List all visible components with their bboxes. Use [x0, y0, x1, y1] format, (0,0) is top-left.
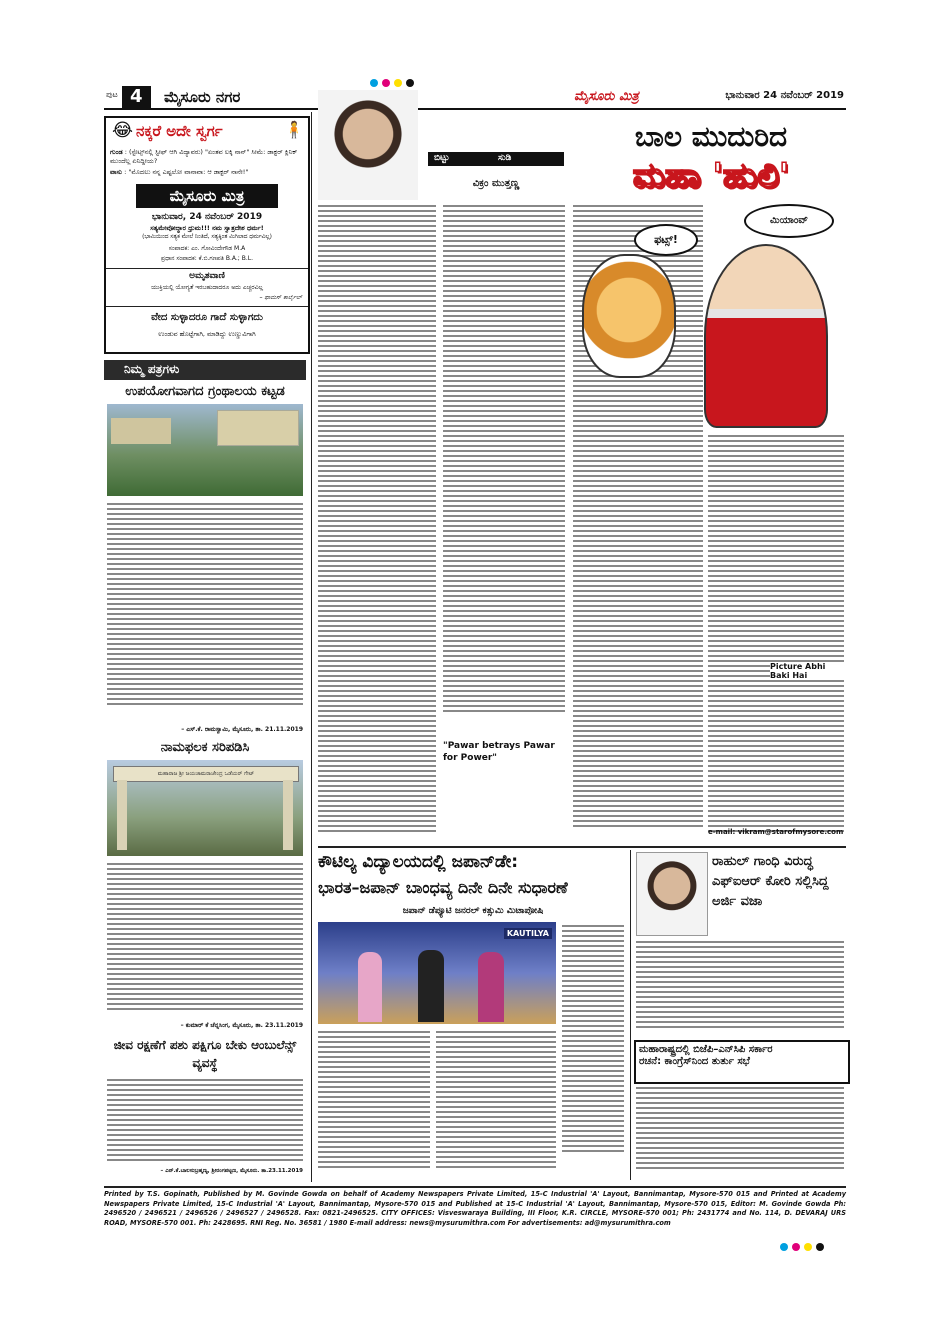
nakkare-title-bar — [106, 118, 308, 144]
page-label: ಪುಟ — [106, 90, 118, 99]
column-pull-quote: "Pawar betrays Pawar for Power" — [443, 741, 555, 763]
letters-section-title: ನಿಮ್ಮ ಪತ್ರಗಳು — [124, 362, 180, 376]
column-tag-1: ಬಿಟ್ಟು — [434, 153, 450, 163]
letters-section-title-bar — [104, 360, 306, 380]
reg-dot-yellow — [394, 79, 402, 87]
letter1-signature: – ಎಸ್.ಕೆ. ರಾಮಸ್ವಾಮಿ, ಮೈಸೂರು, ತಾ. 21.11.2019 — [181, 726, 303, 733]
joke-line-1 — [110, 148, 304, 166]
letter2-photo — [107, 760, 303, 856]
gunda-label: ಗುಂಡ — [110, 148, 123, 156]
page-number: 4 — [122, 86, 151, 108]
article1-subhead: ಜಪಾನ್ ಡೆಪ್ಯೂಟಿ ಜನರಲ್ ಕತ್ಸುಮಿ ಮಿಟಾಪೋಷಿ — [402, 906, 544, 916]
article3-headline-2: ರಚನೆ: ಕಾಂಗ್ರೆಸ್‌ನಿಂದ ತುರ್ತು ಸಭೆ — [639, 1056, 750, 1067]
letter3-title: ಜೀವ ರಕ್ಷಣೆಗೆ ಪಶು ಪಕ್ಷಿಗೂ ಬೇಕು ಆಂಬುಲೆನ್ಸ್ ವ್ಯವಸ್ಥೆ — [113, 1038, 297, 1070]
paper-name: ಮೈಸೂರು ಮಿತ್ರ — [136, 184, 278, 208]
publisher-line: ಪ್ರಧಾನ ಸಂಪಾದಕ: ಕೆ.ಬಿ.ಗಣಪತಿ B.A.; B.L. — [160, 255, 253, 262]
article3-headline-box — [634, 1040, 850, 1084]
editor-line: ಸಂಪಾದಕ: ಎಂ. ಗೋವಿಂದೇಗೌಡ M.A — [168, 245, 246, 252]
amrut-title: ಅಮೃತವಾಣಿ — [189, 271, 225, 281]
page-header — [104, 86, 846, 110]
reg-dot-cyan — [370, 79, 378, 87]
reg-dot-black — [816, 1243, 824, 1251]
vasu-text: : "ಮೊದಲು ನನ್ನ ಎಷ್ಟಲೋ ವಾನಾವಾ: ಆ ಡಾಕ್ಟರ್ ನಾನೇ!" — [124, 168, 249, 176]
veda-title: ವೇದ ಸುಳ್ಳಾದರೂ ಗಾದೆ ಸುಳ್ಳಾಗದು — [151, 312, 263, 323]
paper-date: ಭಾನುವಾರ, 24 ನವೆಂಬರ್ 2019 — [151, 212, 263, 222]
letter1-body — [107, 500, 303, 724]
paper-motto: ಸತ್ಯಮೇವೋದ್ಧಾರ ಧ್ರುಮ!!! ನಮ ಸ್ವಾತ್ರದೇಶ ಧರ್ಮ! — [150, 224, 264, 232]
nakkare-box — [104, 116, 310, 354]
letter3-signature: – ಎನ್.ಕೆ.ಬಾಲಸುಬ್ರಹ್ಮಣ್ಯ, ಶ್ರೀರಂಗಪಟ್ಟಣ, ಮೈಸೂರು. ತಾ.23.11.2019 — [160, 1168, 303, 1174]
reg-dot-black — [406, 79, 414, 87]
article1-headline-2: ಭಾರತ–ಜಪಾನ್ ಬಾಂಧವ್ಯ ದಿನೇ ದಿನೇ ಸುಧಾರಣೆ — [318, 878, 568, 897]
column-body-col1 — [318, 202, 436, 842]
article1-body-a — [318, 1028, 430, 1178]
section-title: ಮೈಸೂರು ನಗರ — [164, 88, 241, 106]
joke-line-2 — [110, 168, 304, 177]
letter1-title: ಉಪಯೋಗವಾಗದ ಗ್ರಂಥಾಲಯ ಕಟ್ಟಡ — [125, 384, 285, 399]
article2-body — [636, 938, 844, 1036]
column-picture-caption: Picture Abhi Baki Hai — [770, 662, 844, 680]
man-speech-bubble — [744, 204, 834, 238]
header-date: ಭಾನುವಾರ 24 ನವೆಂಬರ್ 2019 — [725, 90, 844, 101]
cartoon-headline-1: ಬಾಲ ಮುದುರಿದ — [634, 120, 788, 153]
gate-arch — [113, 766, 299, 782]
nakkare-title: ನಕ್ಕರೆ ಅದೇ ಸ್ವರ್ಗ — [136, 122, 223, 140]
article3-headline-1: ಮಹಾರಾಷ್ಟ್ರದಲ್ಲಿ ಬಿಜೆಪಿ–ಎನ್‌ಸಿಪಿ ಸರ್ಕಾರ — [639, 1044, 773, 1055]
bubble-left-text: ಫಟ್ಸ್! — [654, 233, 678, 246]
reg-dot-yellow — [804, 1243, 812, 1251]
reg-dot-magenta — [382, 79, 390, 87]
gunda-text: : (ಸ್ಟೇಟ್ಸ್‌ನಲ್ಲಿ ಸ್ಟೀಫ್ ಆಗಿ ವಿದ್ಯಾವರು) "ಏಂತವ ಲಕ್ಕಿ ನಾನ್" ಸೀಮೆ: ಡಾಕ್ಟರ್ ಕ್ಲಿನಿಕ್ ಮುಂದೆಲ್ಲ ಏನಿದ್ದೀಯ? — [110, 148, 298, 165]
letter3-body — [107, 1076, 303, 1166]
letter1-photo — [107, 404, 303, 496]
article3-body — [636, 1084, 844, 1180]
registration-marks-top — [370, 72, 418, 91]
header-masthead: ಮೈಸೂರು ಮಿತ್ರ — [574, 89, 639, 104]
column-author: ವಿಕ್ರಂ ಮುತ್ತಣ್ಣ — [472, 178, 520, 189]
registration-marks-bottom — [780, 1236, 828, 1255]
cartoon-panel — [574, 200, 844, 430]
laughing-face-icon: 😂 — [112, 120, 134, 141]
column-tag-2: ಸುಡಿ — [498, 153, 512, 163]
letter2-signature: – ಕುಮಾರ್ ಕೆ ಚೆನ್ನಸಿಂಗ, ಮೈಸೂರು, ತಾ. 23.11.2019 — [180, 1022, 303, 1029]
letter2-title: ನಾಮಫಲಕ ಸರಿಪಡಿಸಿ — [160, 740, 250, 755]
paper-note: (ಭಾಮಿಯಿಂದ ಸತ್ಯಕ ಮೇಲೆ ನಿಂತಿದೆ, ಸತ್ಯಕ್ಕಿಂತ ಮಿಗಿಲಾದ ಧರ್ಮವಿಲ್ಲ) — [142, 234, 272, 240]
column-body-col2 — [443, 202, 565, 732]
article1-body-c — [562, 922, 624, 1178]
vasu-label: ವಾಸು — [110, 168, 122, 176]
amrut-text: ಯುಕ್ತಿಯಲ್ಲಿ ಯೋಗ್ಯತೆ ಇರಬಹುದಾದರೂ ಅದು ಎಚ್ಚರವಿಲ್ಲ — [150, 284, 264, 291]
letter2-body — [107, 860, 303, 1020]
cartoon-figure-icon: 🧍 — [284, 120, 304, 139]
bubble-right-text: ಮಿಯಾಂವ್ — [770, 215, 808, 226]
man-drawing — [704, 244, 828, 428]
tiger-speech-bubble — [634, 224, 698, 256]
columnist-photo — [318, 90, 418, 200]
footer-imprint: Printed by T.S. Gopinath, Published by M. Govinde Gowda on behalf of Academy Newspapers Private Limited, 15-C Industrial 'A' Layout, Bannimantap, Mysore-570 015 and Printed at Academy Newspapers Private Limited, 15-C Industrial 'A' Layout, Bannimantap, Mysore-570 015 and Published at 15-C Industrial 'A' Layout, Bannimantap, Mysore-570 015, Editor: M. Govinde Gowda Ph: 2496520 / 2496521 / 2496526 / 2496527 / 2496528. Fax: 0821-2496525. CITY OFFICES: Visveswaraya Building, III Floor, K.R. CIRCLE, MYSORE-570 001; Ph: 2431774 and No. 114, D. DEVARAJ URS ROAD, MYSORE-570 001. Ph: 2428695. RNI Reg. No. 36581 / 1980 E-mail address: news@mysurumithra.com For advertisements: ad@mysurumithra.com — [104, 1190, 846, 1227]
reg-dot-magenta — [792, 1243, 800, 1251]
cartoon-headline-2: ಮಹಾ 'ಹುಲಿ' — [632, 156, 790, 196]
article1-photo — [318, 922, 556, 1024]
column-tag-bar — [428, 152, 564, 166]
tiger-drawing — [582, 254, 676, 378]
rahul-photo — [636, 852, 708, 936]
column-body-col4 — [708, 432, 844, 842]
veda-text: ಉಂಡುವ ಹೊಟ್ಟೆಗಾಗಿ, ಮಾಡಿದ್ದು ಉಣ್ಣುವಿಗಾಗಿ — [158, 330, 256, 338]
amrut-author: – ಥಾಮಸ್ ಕಾರ್ಲೈಲ್ — [259, 294, 302, 301]
column-email: e-mail: vikram@starofmysore.com — [708, 828, 844, 836]
reg-dot-cyan — [780, 1243, 788, 1251]
article2-headline: ರಾಹುಲ್ ಗಾಂಧಿ ವಿರುದ್ಧ ಎಫ್‌ಐಆರ್ ಕೋರಿ ಸಲ್ಲಿಸಿದ್ದ ಅರ್ಜಿ ವಜಾ — [712, 854, 829, 909]
article1-body-b — [436, 1028, 556, 1178]
article1-headline-1: ಕೌಟಿಲ್ಯ ವಿದ್ಯಾಲಯದಲ್ಲಿ ಜಪಾನ್‌ಡೇ: — [318, 852, 519, 872]
kautilya-banner: KAUTILYA — [504, 928, 552, 939]
gate-sign-text: ಮಹಾರಾಜ ಶ್ರೀ ಜಯಚಾಮರಾಜೇಂದ್ರ ಒಡೆಯರ್ ಗೇಟ್ — [157, 771, 255, 777]
